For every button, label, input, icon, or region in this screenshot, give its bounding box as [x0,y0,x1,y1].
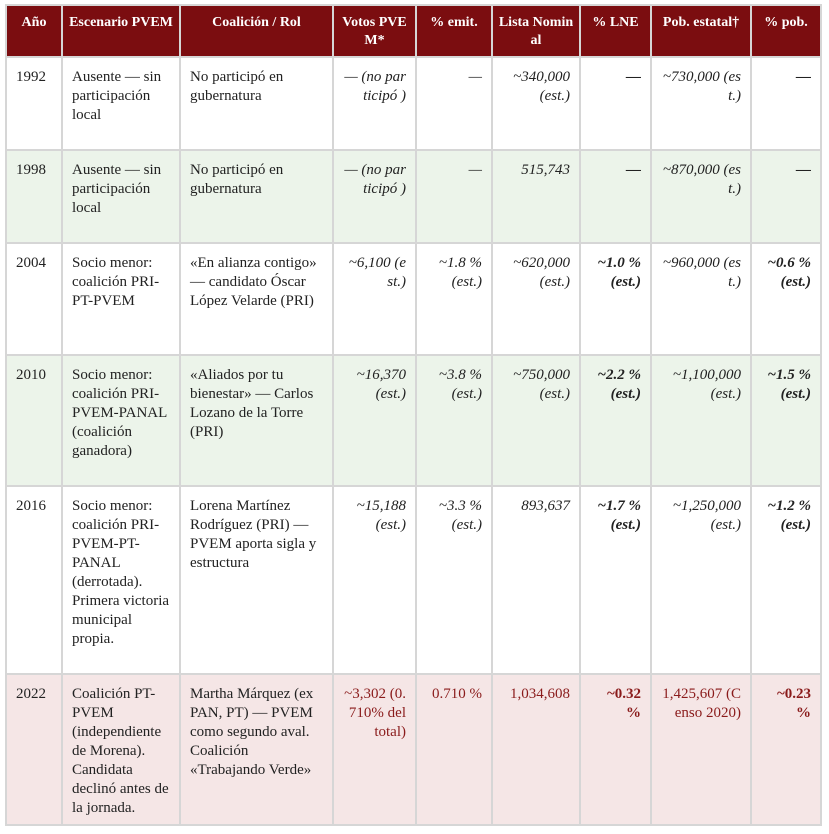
header-pct-emit: % emit. [416,5,492,57]
table-row [6,57,821,150]
cell-votes: — (no participó ) [333,150,416,243]
cell-year: 1998 [6,150,62,243]
cell-coalition: «En alianza contigo» — candidato Óscar López Velarde (PRI) [180,243,333,355]
table-header-row [6,5,821,57]
cell-votes: ~3,302 (0.710% del total) [333,674,416,825]
header-votes: Votos PVEM* [333,5,416,57]
cell-scenario: Coalición PT-PVEM (independiente de Morena). Candidata declinó antes de la jornada. [62,674,180,825]
cell-population: ~960,000 (est.) [651,243,751,355]
cell-votes: ~16,370 (est.) [333,355,416,486]
header-lista-nominal: Lista Nominal [492,5,580,57]
cell-votes: — (no participó ) [333,57,416,150]
cell-coalition: «Aliados por tu bienestar» — Carlos Lozano de la Torre (PRI) [180,355,333,486]
cell-pct-lne: ~2.2 % (est.) [580,355,651,486]
cell-pct-pob: ~1.5 % (est.) [751,355,821,486]
table-row [6,150,821,243]
cell-pct-emit: — [416,150,492,243]
cell-pct-lne: — [580,57,651,150]
header-pct-pob: % pob. [751,5,821,57]
cell-year: 2004 [6,243,62,355]
pvem-results-table [5,4,822,826]
cell-population: 1,425,607 (Censo 2020) [651,674,751,825]
cell-pct-pob: ~1.2 % (est.) [751,486,821,674]
table-row [6,486,821,674]
cell-coalition: Lorena Martínez Rodríguez (PRI) — PVEM aporta sigla y estructura [180,486,333,674]
cell-pct-lne: — [580,150,651,243]
header-coalition: Coalición / Rol [180,5,333,57]
cell-coalition: No participó en gubernatura [180,150,333,243]
cell-pct-lne: ~1.7 % (est.) [580,486,651,674]
cell-scenario: Ausente — sin participación local [62,150,180,243]
table-row [6,243,821,355]
cell-population: ~1,100,000 (est.) [651,355,751,486]
cell-lista-nominal: ~620,000 (est.) [492,243,580,355]
cell-pct-emit: ~1.8 % (est.) [416,243,492,355]
cell-pct-pob: ~0.23 % [751,674,821,825]
cell-population: ~1,250,000 (est.) [651,486,751,674]
cell-coalition: No participó en gubernatura [180,57,333,150]
cell-year: 2016 [6,486,62,674]
cell-pct-emit: 0.710 % [416,674,492,825]
table-row [6,674,821,825]
cell-scenario: Socio menor: coalición PRI-PT-PVEM [62,243,180,355]
cell-pct-pob: — [751,57,821,150]
cell-year: 1992 [6,57,62,150]
cell-pct-lne: ~1.0 % (est.) [580,243,651,355]
cell-year: 2022 [6,674,62,825]
cell-scenario: Socio menor: coalición PRI-PVEM-PT-PANAL (derrotada). Primera victoria municipal propia. [62,486,180,674]
cell-population: ~730,000 (est.) [651,57,751,150]
cell-votes: ~15,188 (est.) [333,486,416,674]
cell-year: 2010 [6,355,62,486]
header-scenario: Escenario PVEM [62,5,180,57]
cell-lista-nominal: 1,034,608 [492,674,580,825]
cell-pct-emit: ~3.3 % (est.) [416,486,492,674]
cell-pct-lne: ~0.32 % [580,674,651,825]
header-year: Año [6,5,62,57]
cell-votes: ~6,100 (est.) [333,243,416,355]
cell-coalition: Martha Márquez (ex PAN, PT) — PVEM como segundo aval. Coalición «Trabajando Verde» [180,674,333,825]
cell-lista-nominal: 893,637 [492,486,580,674]
cell-pct-pob: — [751,150,821,243]
cell-lista-nominal: ~750,000 (est.) [492,355,580,486]
cell-lista-nominal: ~340,000 (est.) [492,57,580,150]
header-pct-lne: % LNE [580,5,651,57]
header-population: Pob. estatal† [651,5,751,57]
cell-pct-emit: — [416,57,492,150]
cell-lista-nominal: 515,743 [492,150,580,243]
table-row [6,355,821,486]
cell-scenario: Ausente — sin participación local [62,57,180,150]
cell-population: ~870,000 (est.) [651,150,751,243]
cell-pct-pob: ~0.6 % (est.) [751,243,821,355]
cell-scenario: Socio menor: coalición PRI-PVEM-PANAL (coalición ganadora) [62,355,180,486]
cell-pct-emit: ~3.8 % (est.) [416,355,492,486]
